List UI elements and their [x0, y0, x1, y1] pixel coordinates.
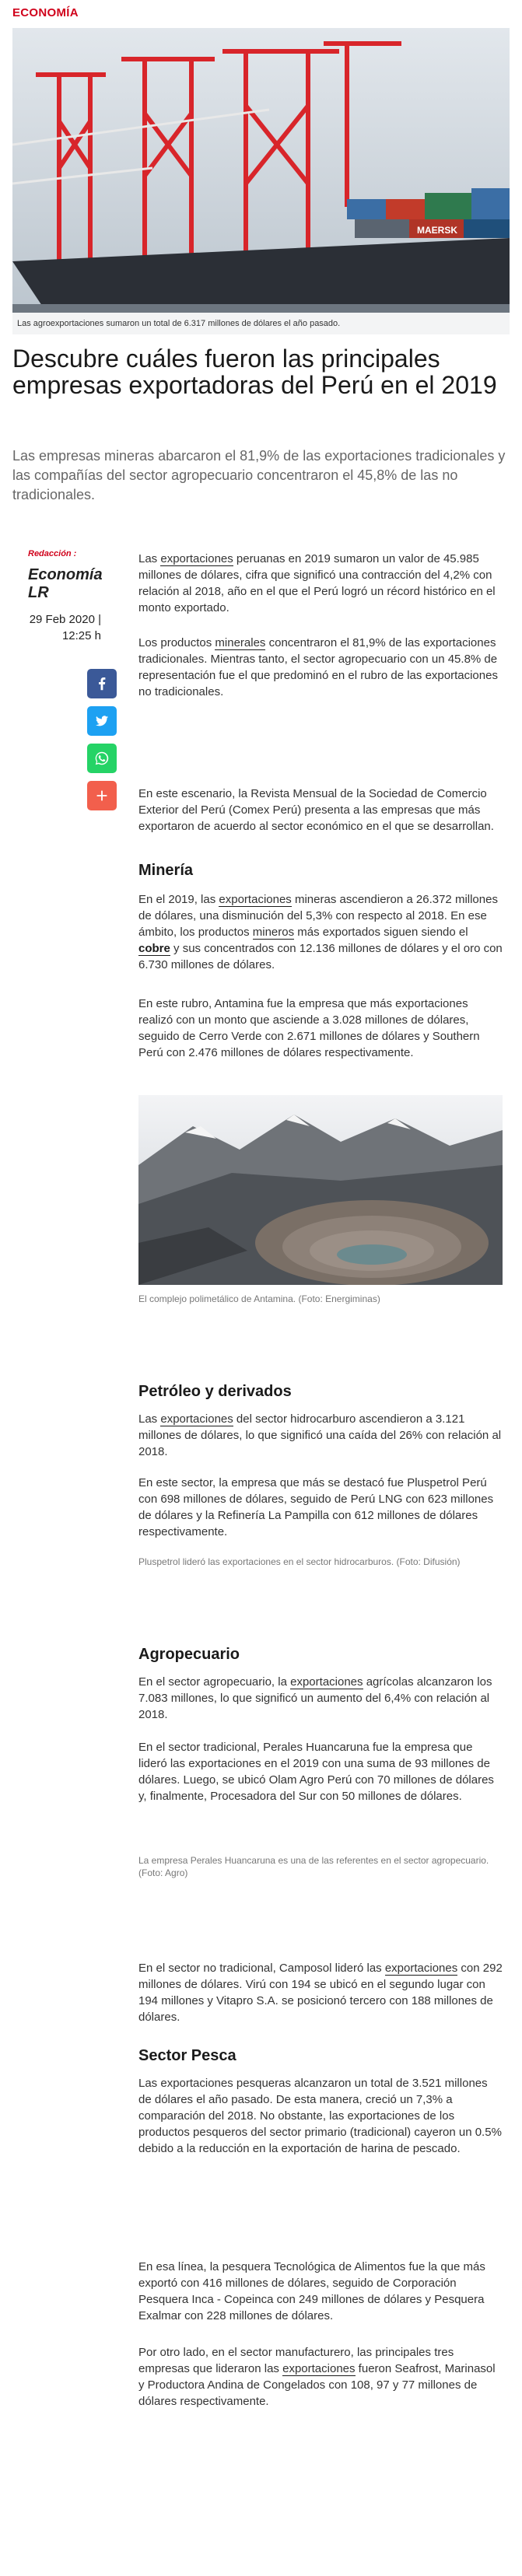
- paragraph: En este sector, la empresa que más se destacó fue Pluspetrol Perú con 698 millones de dólares, seguido de Perú LNG con 623 millones de dólares y la Refinería La Pampilla con 612 millones de dólares respectivamente.: [138, 1476, 494, 1538]
- tag-link-exportaciones[interactable]: exportaciones: [160, 552, 233, 565]
- paragraph: En este escenario, la Revista Mensual de la Sociedad de Comercio Exterior del Perú (Comex Perú) presenta a las empresas que más exportaron de acuerdo al sector económico en el que se desarrollan.: [138, 787, 494, 833]
- plus-icon: [93, 787, 110, 804]
- paragraph: En este rubro, Antamina fue la empresa que más exportaciones realizó con un monto que asciende a 3.028 millones de dólares, seguido de Cerro Verde con 2.671 millones de dólares y Southern Perú con 2.476 millones de dólares respectivamente.: [138, 997, 480, 1059]
- hero-image: [12, 28, 510, 334]
- paragraph: En el 2019, las exportaciones mineras ascendieron a 26.372 millones de dólares, una disminución del 5,3% con respecto al 2018. En ese ámbito, los productos mineros más exportados siguen siendo el cobre y sus concentrados con 12.136 millones de dólares y el oro con 6.730 millones de dólares.: [138, 893, 503, 971]
- subheading-agropecuario: Agropecuario: [138, 1646, 240, 1663]
- subheading-mineria: Minería: [138, 862, 194, 879]
- subheading-pesca: Sector Pesca: [138, 2047, 236, 2064]
- publish-time: 12:25 h: [61, 629, 101, 642]
- mine-photo: [138, 1095, 503, 1285]
- paragraph: Las exportaciones peruanas en 2019 sumaron un valor de 45.985 millones de dólares, cifra que significó una contracción del 4,2% con relación al 2018, año en el que el Perú logró un récord histórico en el monto exportado.: [138, 552, 496, 614]
- share-more-button[interactable]: [87, 781, 117, 810]
- facebook-icon: [93, 675, 110, 692]
- paragraph: Las exportaciones del sector hidrocarburo ascendieron a 3.121 millones de dólares, lo que significó una caída del 26% con relación al 2018.: [138, 1412, 502, 1458]
- paragraph: Las exportaciones pesqueras alcanzaron un total de 3.521 millones de dólares el año pasado. De esta manera, creció un 7,3% a comparación del 2018. No obstante, las exportaciones de los productos pesqueros del sector primario (tradicional) cayeron un 0.5% debido a la reducción en la exportación de harina de pescado.: [138, 2077, 502, 2155]
- tag-link-minerales[interactable]: minerales: [215, 636, 266, 649]
- paragraph: En esa línea, la pesquera Tecnológica de Alimentos fue la que más exportó con 416 millones de dólares, seguido de Corporación Pesquera Inca - Copeinca con 249 millones de dólares y Pesquera Exalmar con 228 millones de dólares.: [138, 2260, 485, 2322]
- photo-caption: La empresa Perales Huancaruna es una de las referentes en el sector agropecuario. (Foto: Agro): [138, 1855, 489, 1878]
- tag-link-cobre[interactable]: cobre: [138, 942, 170, 955]
- tag-link-exportaciones[interactable]: exportaciones: [160, 1412, 233, 1426]
- paragraph: En el sector agropecuario, la exportaciones agrícolas alcanzaron los 7.083 millones, lo que significó un aumento del 6,4% con relación al 2018.: [138, 1675, 492, 1721]
- subheading-petroleo: Petróleo y derivados: [138, 1383, 292, 1400]
- tag-link-exportaciones[interactable]: exportaciones: [290, 1675, 363, 1689]
- share-whatsapp-button[interactable]: [87, 744, 117, 773]
- paragraph: En el sector tradicional, Perales Huancaruna fue la empresa que lideró las exportaciones en el 2019 con una suma de 93 millones de dólares. Luego, se ubicó Olam Agro Perú con 70 millones de dólares y, finalmente, Procesadora del Sur con 50 millones de dólares.: [138, 1741, 494, 1803]
- paragraph: En el sector no tradicional, Camposol lideró las exportaciones con 292 millones de dólares. Virú con 194 se ubicó en el segundo lugar con 194 millones y Vitapro S.A. se posicionó tercero con 188 millones de dólares.: [138, 1962, 503, 2024]
- twitter-icon: [93, 712, 110, 730]
- publish-date: 29 Feb 2020 |: [29, 613, 101, 626]
- port-cranes-photo: [12, 28, 510, 334]
- photo-caption: El complejo polimetálico de Antamina. (Foto: Energiminas): [138, 1293, 380, 1304]
- tag-link-mineros[interactable]: mineros: [252, 926, 295, 939]
- section-tag[interactable]: ECONOMÍA: [12, 6, 79, 19]
- tag-link-exportaciones[interactable]: exportaciones: [219, 893, 292, 906]
- byline-date: [16, 611, 101, 644]
- share-twitter-button[interactable]: [87, 706, 117, 736]
- tag-link-exportaciones[interactable]: exportaciones: [282, 2362, 356, 2375]
- hero-caption: Las agroexportaciones sumaron un total de 6.317 millones de dólares el año pasado.: [12, 313, 510, 334]
- article-headline: Descubre cuáles fueron las principales empresas exportadoras del Perú en el 2019: [12, 345, 497, 399]
- byline-label: Redacción :: [28, 549, 77, 558]
- whatsapp-icon: [93, 750, 110, 767]
- ship-label: MAERSK: [417, 225, 458, 236]
- paragraph: Por otro lado, en el sector manufacturero, las principales tres empresas que lideraron las exportaciones fueron Seafrost, Marinasol y Productora Andina de Congelados con 108, 97 y 77 millones de dólares respectivamente.: [138, 2346, 496, 2408]
- tag-link-exportaciones[interactable]: exportaciones: [384, 1962, 458, 1975]
- mine-landscape-image: [138, 1095, 503, 1285]
- byline-author[interactable]: Economía LR: [28, 566, 103, 601]
- share-facebook-button[interactable]: [87, 669, 117, 698]
- photo-caption: Pluspetrol lideró las exportaciones en el sector hidrocarburos. (Foto: Difusión): [138, 1556, 461, 1567]
- paragraph: Los productos minerales concentraron el 81,9% de las exportaciones tradicionales. Mientras tanto, el sector agropecuario con un 45.8% de representación fue el que predominó en el rubro de las exportaciones no tradicionales.: [138, 636, 498, 698]
- article-summary: Las empresas mineras abarcaron el 81,9% de las exportaciones tradicionales y las compañías del sector agropecuario concentraron el 45,8% de las no tradicionales.: [12, 448, 506, 502]
